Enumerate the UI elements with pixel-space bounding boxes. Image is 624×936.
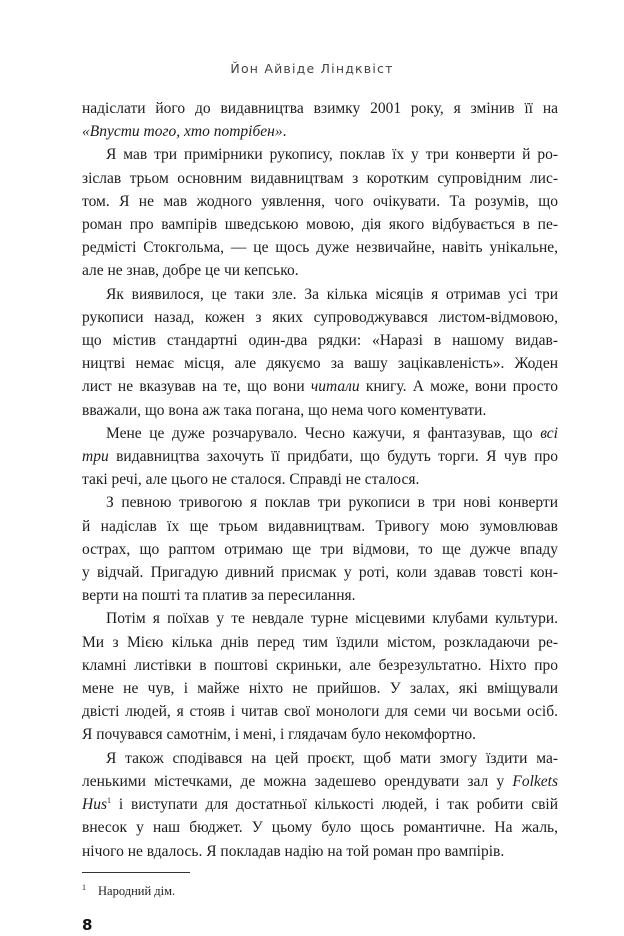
paragraph xyxy=(82,283,558,422)
text-line xyxy=(82,329,558,352)
text-line xyxy=(82,584,558,607)
text-segment: мене не чув, і майже ніхто не прийшов. У залах, які вміщували xyxy=(82,680,558,698)
text-segment: Мене це дуже розчарувало. Чесно кажучи, я фантазував, що xyxy=(106,424,541,442)
paragraph xyxy=(82,143,558,282)
text-line xyxy=(82,770,558,793)
text-line xyxy=(82,793,558,816)
footnote-text: Народний дім. xyxy=(98,883,176,898)
italic-text: три xyxy=(82,448,109,466)
text-segment: внесок у наш бюджет. У цьому було щось романтичне. На жаль, xyxy=(82,819,558,837)
text-line xyxy=(82,375,558,398)
text-segment: . xyxy=(282,123,287,141)
text-line xyxy=(82,561,558,584)
text-line xyxy=(82,607,558,630)
footnote-reference: 1 xyxy=(106,796,111,806)
text-segment: том. Я не мав жодного уявлення, чого очікувати. Та розумів, що xyxy=(82,192,558,210)
text-segment: роман про вампірів шведською мовою, дія якого відбувається в пе- xyxy=(82,216,558,234)
text-line xyxy=(82,538,558,561)
text-line xyxy=(82,723,558,746)
text-line xyxy=(82,213,558,236)
text-segment: З певною тривогою я поклав три рукописи в три нові конверти xyxy=(106,494,558,512)
footnote-divider xyxy=(82,872,190,873)
text-segment: острах, що раптом отримаю ще три відмови, то ще дужче впаду xyxy=(82,540,558,558)
footnote-marker: 1 xyxy=(82,882,86,892)
text-line xyxy=(82,491,558,514)
text-segment: рукописи назад, кожен з яких супроводжувався листом-відмовою, xyxy=(82,308,558,326)
text-segment: верти на пошті та платив за пересилання. xyxy=(82,587,356,605)
text-line xyxy=(82,422,558,445)
body-text xyxy=(82,97,558,863)
text-segment: й надіслав їх ще трьом видавництвам. Тривогу мою зумовлював xyxy=(82,517,558,535)
running-header: Йон Айвіде Ліндквіст xyxy=(230,61,394,76)
text-segment: Потім я поїхав у те невдале турне місцевими клубами культури. xyxy=(106,610,558,628)
italic-text: «Впусти того, хто потрібен» xyxy=(82,123,283,141)
text-line xyxy=(82,654,558,677)
text-segment: книгу. А може, вони просто xyxy=(359,378,559,396)
paragraph xyxy=(82,491,558,607)
text-segment: видавництва захочуть її придбати, що будуть торги. Я чув про xyxy=(108,448,558,466)
text-segment: але не знав, добре це чи кепсько. xyxy=(82,262,299,280)
text-line xyxy=(82,120,558,143)
italic-text: читали xyxy=(310,378,360,396)
text-line xyxy=(82,445,558,468)
text-line xyxy=(82,259,558,282)
text-line xyxy=(82,352,558,375)
text-segment: ництві немає місця, але дякуємо за вашу зацікавленість». Жоден xyxy=(82,355,558,373)
text-segment: надіслати його до видавництва взимку 2001 року, я змінив її на xyxy=(82,100,558,117)
text-segment: Ми з Мією кілька днів перед тим їздили містом, розкладаючи ре- xyxy=(82,633,558,651)
page-column xyxy=(82,97,558,935)
text-line xyxy=(82,468,558,491)
text-segment: і виступати для достатньої кількості людей, і так робити свій xyxy=(110,796,558,814)
text-line xyxy=(82,236,558,259)
paragraph xyxy=(82,422,558,492)
text-line xyxy=(82,97,558,120)
text-line xyxy=(82,747,558,770)
paragraph xyxy=(82,747,558,863)
text-segment: лист не вказував на те, що вони xyxy=(82,378,311,396)
text-segment: Я почувався самотнім, і мені, і глядачам було некомфортно. xyxy=(82,726,477,744)
italic-text: Hus xyxy=(82,796,107,814)
text-line xyxy=(82,283,558,306)
page-number: 8 xyxy=(82,915,93,934)
text-segment: кламні листівки в поштові скриньки, але безрезультатно. Ніхто про xyxy=(82,656,558,674)
text-line xyxy=(82,631,558,654)
footnote xyxy=(82,879,558,900)
text-segment: вважали, що вона аж така погана, що нема чого коментувати. xyxy=(82,401,487,419)
text-line xyxy=(82,399,558,422)
text-segment: зіслав трьом основним видавництвам з коротким супровідним лис- xyxy=(82,169,558,187)
text-segment: такі речі, але цього не сталося. Справді не сталося. xyxy=(82,471,420,489)
text-segment: Я також сподівався на цей проєкт, щоб мати змогу їздити ма- xyxy=(106,749,558,767)
text-line xyxy=(82,816,558,839)
paragraph xyxy=(82,97,558,143)
text-line xyxy=(82,143,558,166)
text-segment: Як виявилося, це таки зле. За кілька місяців я отримав усі три xyxy=(106,285,558,303)
text-segment: двісті людей, я стояв і читав свої монологи для семи чи восьми осіб. xyxy=(82,703,558,721)
text-line xyxy=(82,167,558,190)
text-line xyxy=(82,306,558,329)
text-segment: у відчай. Пригадую дивний присмак у роті, коли здавав товсті кон- xyxy=(82,564,558,582)
text-segment: Я мав три примірники рукопису, поклав їх у три конверти й ро- xyxy=(106,146,558,164)
text-line xyxy=(82,700,558,723)
italic-text: Folkets xyxy=(512,772,558,790)
paragraph xyxy=(82,607,558,746)
text-segment: нічого не вдалось. Я покладав надію на той роман про вампірів. xyxy=(82,842,505,860)
italic-text: всі xyxy=(540,424,558,442)
text-line xyxy=(82,840,558,863)
text-segment: редмісті Стокгольма, — це щось дуже незвичайне, навіть унікальне, xyxy=(82,239,558,257)
text-segment: що містив стандартні один-два рядки: «Наразі в нашому видав- xyxy=(82,332,558,350)
text-line xyxy=(82,515,558,538)
text-segment: ленькими містечками, де можна задешево орендувати зал у xyxy=(82,772,513,790)
text-line xyxy=(82,190,558,213)
text-line xyxy=(82,677,558,700)
